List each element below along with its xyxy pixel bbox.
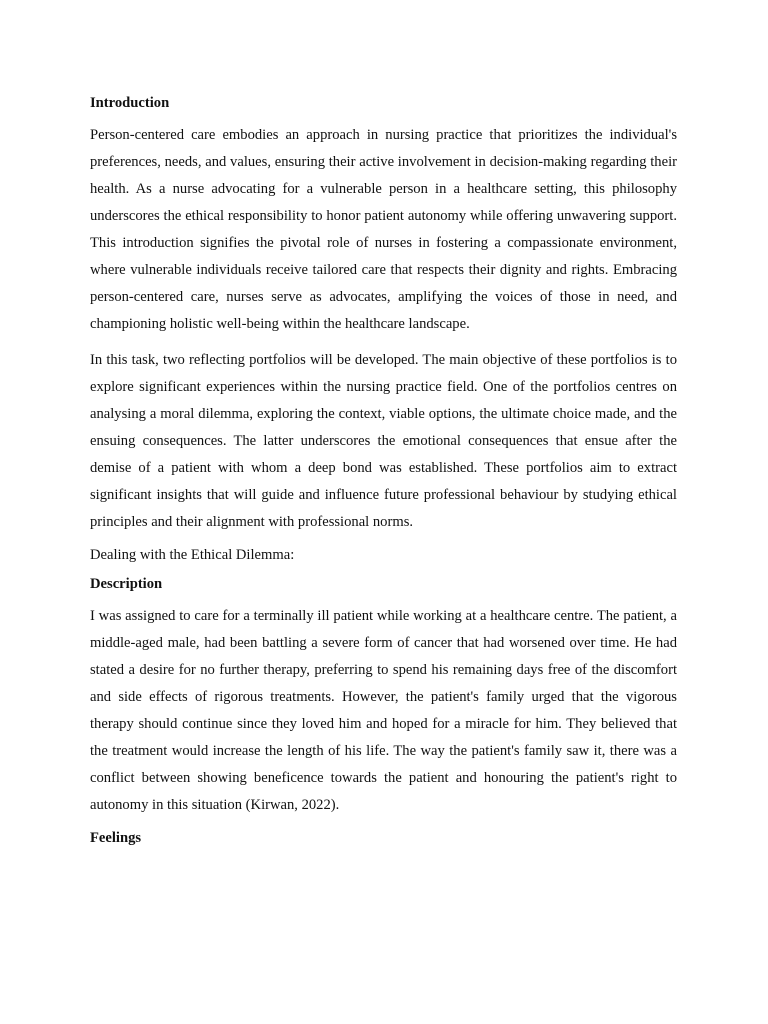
subheading-ethical-dilemma: Dealing with the Ethical Dilemma: <box>90 547 295 563</box>
document-page <box>90 93 677 857</box>
paragraph-intro-2: In this task, two reflecting portfolios will be developed. The main objective of these portfolios is to explore significant experiences within the nursing practice field. One of the portfolios centres on analysing a moral dilemma, exploring the context, viable options, the ultimate choice made, and the ensuing consequences. The latter underscores the emotional consequences that ensue after the demise of a patient with whom a deep bond was established. These portfolios aim to extract significant insights that will guide and influence future professional behaviour by studying ethical principles and their alignment with professional norms. <box>90 352 677 530</box>
heading-introduction: Introduction <box>90 95 170 111</box>
paragraph-intro-1: Person-centered care embodies an approach in nursing practice that prioritizes the individual's preferences, needs, and values, ensuring their active involvement in decision-making regarding their health. As a nurse advocating for a vulnerable person in a healthcare setting, this philosophy underscores the ethical responsibility to honor patient autonomy while offering unwavering support. This introduction signifies the pivotal role of nurses in fostering a compassionate environment, where vulnerable individuals receive tailored care that respects their dignity and rights. Embracing person-centered care, nurses serve as advocates, amplifying the voices of those in need, and championing holistic well-being within the healthcare landscape. <box>90 127 677 332</box>
paragraph-description: I was assigned to care for a terminally ill patient while working at a healthcare centre. The patient, a middle-aged male, had been battling a severe form of cancer that had worsened over time. He had stated a desire for no further therapy, preferring to spend his remaining days free of the discomfort and side effects of rigorous treatments. However, the patient's family urged that the vigorous therapy should continue since they loved him and hoped for a miracle for him. They believed that the treatment would increase the length of his life. The way the patient's family saw it, there was a conflict between showing beneficence towards the patient and honouring the patient's right to autonomy in this situation (Kirwan, 2022). <box>90 608 677 813</box>
heading-feelings: Feelings <box>90 830 142 846</box>
heading-description: Description <box>90 576 163 592</box>
